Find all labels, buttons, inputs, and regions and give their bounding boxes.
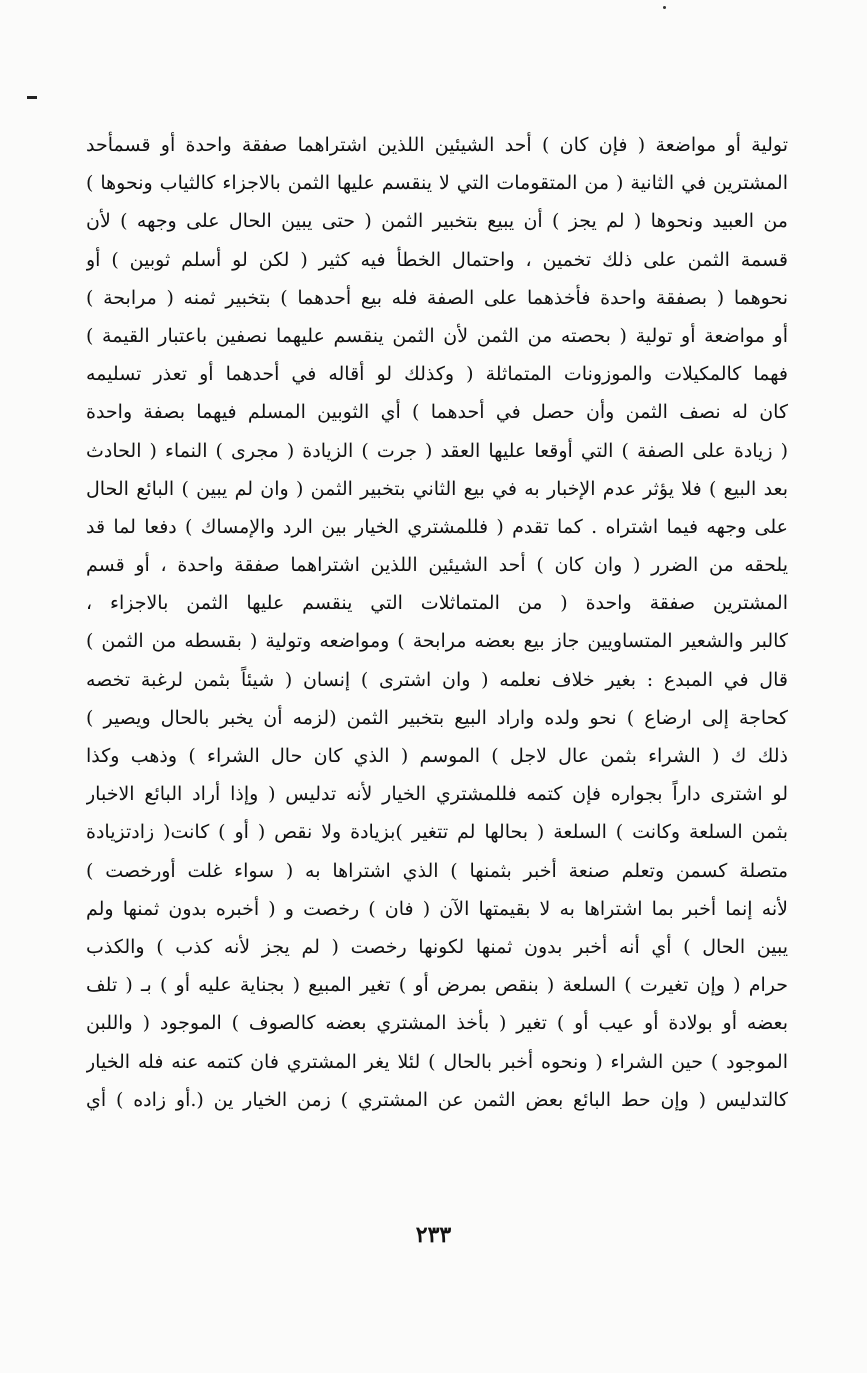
text-line: بعضه أو بولادة أو عيب أو ) تغير ( بأخذ المشتري بعضه كالصوف ) الموجود ( واللبن bbox=[86, 1012, 788, 1035]
text-line: تولية أو مواضعة ( فإن كان ) أحد الشيئين اللذين اشتراهما صفقة واحدة أو قسمأحد bbox=[86, 134, 788, 156]
text-line: حرام ( وإن تغيرت ) السلعة ( بنقص بمرض أو ) تغير المبيع ( بجناية عليه أو ) بـ ( تلف bbox=[86, 974, 788, 997]
text-line: بثمن السلعة وكانت ) السلعة ( بحالها لم تتغير )بزيادة ولا نقص ( أو ) كانت( زادتزيادة bbox=[86, 821, 788, 844]
text-line: لأنه إنما أخبر بما اشتراها به لا بقيمتها الآن ( فان ) رخصت و ( أخبره بدون ثمنها ولم bbox=[86, 897, 788, 920]
text-line: فهما كالمكيلات والموزونات المتماثلة ( وكذلك لو أقاله في أحدهما أو تعذر تسليمه bbox=[86, 363, 788, 386]
text-line: يلحقه من الضرر ( وان كان ) أحد الشيئين اللذين اشتراهما صفقة واحدة ، أو قسم bbox=[86, 554, 788, 577]
text-line: بعد البيع ) فلا يؤثر عدم الإخبار به في بيع الثاني بتخبير الثمن ( وان لم يبين ) البائع الحال bbox=[86, 477, 788, 500]
text-line: ( زيادة على الصفة ) التي أوقعا عليها العقد ( جرت ) الزيادة ( مجرى ) النماء ( الحادث bbox=[86, 439, 788, 462]
text-line: الموجود ) حين الشراء ( ونحوه أخبر بالحال ) لئلا يغر المشتري فان كتمه عنه فله الخيار bbox=[86, 1050, 788, 1073]
text-line: كحاجة إلى ارضاع ) نحو ولده واراد البيع بتخبير الثمن (لزمه أن يخبر بالحال ويصير ) bbox=[86, 706, 788, 729]
body-text bbox=[86, 126, 788, 1119]
text-line: متصلة كسمن وتعلم صنعة أخبر بثمنها ) الذي اشتراها به ( سواء غلت أورخصت ) bbox=[86, 859, 788, 882]
text-line: من العبيد ونحوها ( لم يجز ) أن يبيع بتخبير الثمن ( حتى يبين الحال على وجهه ) لأن bbox=[86, 210, 788, 233]
text-line: كالبر والشعير المتساويين جاز بيع بعضه مرابحة ) ومواضعه وتولية ( بقسطه من الثمن ) bbox=[86, 630, 788, 653]
text-line: المشترين في الثانية ( من المتقومات التي لا ينقسم عليها الثمن بالاجزاء كالثياب ونحوها ) bbox=[86, 172, 788, 195]
text-line: المشترين صفقة واحدة ( من المتماثلات التي ينقسم عليها الثمن بالاجزاء ، bbox=[86, 592, 788, 615]
text-line: نحوهما ( بصفقة واحدة فأخذهما على الصفة فله بيع أحدهما ) بتخبير ثمنه ( مرابحة ) bbox=[86, 286, 788, 309]
text-line: على وجهه فيما اشتراه . كما تقدم ( فللمشتري الخيار بين الرد والإمساك ) دفعا لما قد bbox=[86, 515, 788, 538]
margin-mark bbox=[27, 96, 37, 99]
page-number: ٢٣٣ bbox=[415, 1222, 452, 1248]
text-line: كالتدليس ( وإن حط البائع بعض الثمن عن المشتري ) زمن الخيار ين (.أو زاده ) أي bbox=[86, 1088, 788, 1111]
text-line: يبين الحال ) أي أنه أخبر بدون ثمنها لكونها رخصت ( لم يجز لأنه كذب ) والكذب bbox=[86, 935, 788, 958]
text-line: قال في المبدع : بغير خلاف نعلمه ( وان اشترى ) إنسان ( شيئاً بثمن لرغبة تخصه bbox=[86, 668, 788, 691]
text-line: ذلك ك ( الشراء بثمن عال لاجل ) الموسم ( الذي كان حال الشراء ) وذهب وكذا bbox=[86, 745, 788, 767]
text-line: لو اشترى داراً بجواره فإن كتمه فللمشتري الخيار لأنه تدليس ( وإذا أراد البائع الاخبار bbox=[86, 783, 788, 806]
text-line: أو مواضعة أو تولية ( بحصته من الثمن لأن الثمن ينقسم عليهما نصفين باعتبار القيمة ) bbox=[86, 324, 788, 347]
text-line: قسمة الثمن على ذلك تخمين ، واحتمال الخطأ فيه كثير ( لكن لو أسلم ثوبين ) أو bbox=[86, 248, 788, 271]
page-speck bbox=[663, 6, 666, 9]
text-line: كان له نصف الثمن وأن حصل في أحدهما ) أي الثوبين المسلم فيهما بصفة واحدة bbox=[86, 401, 788, 424]
